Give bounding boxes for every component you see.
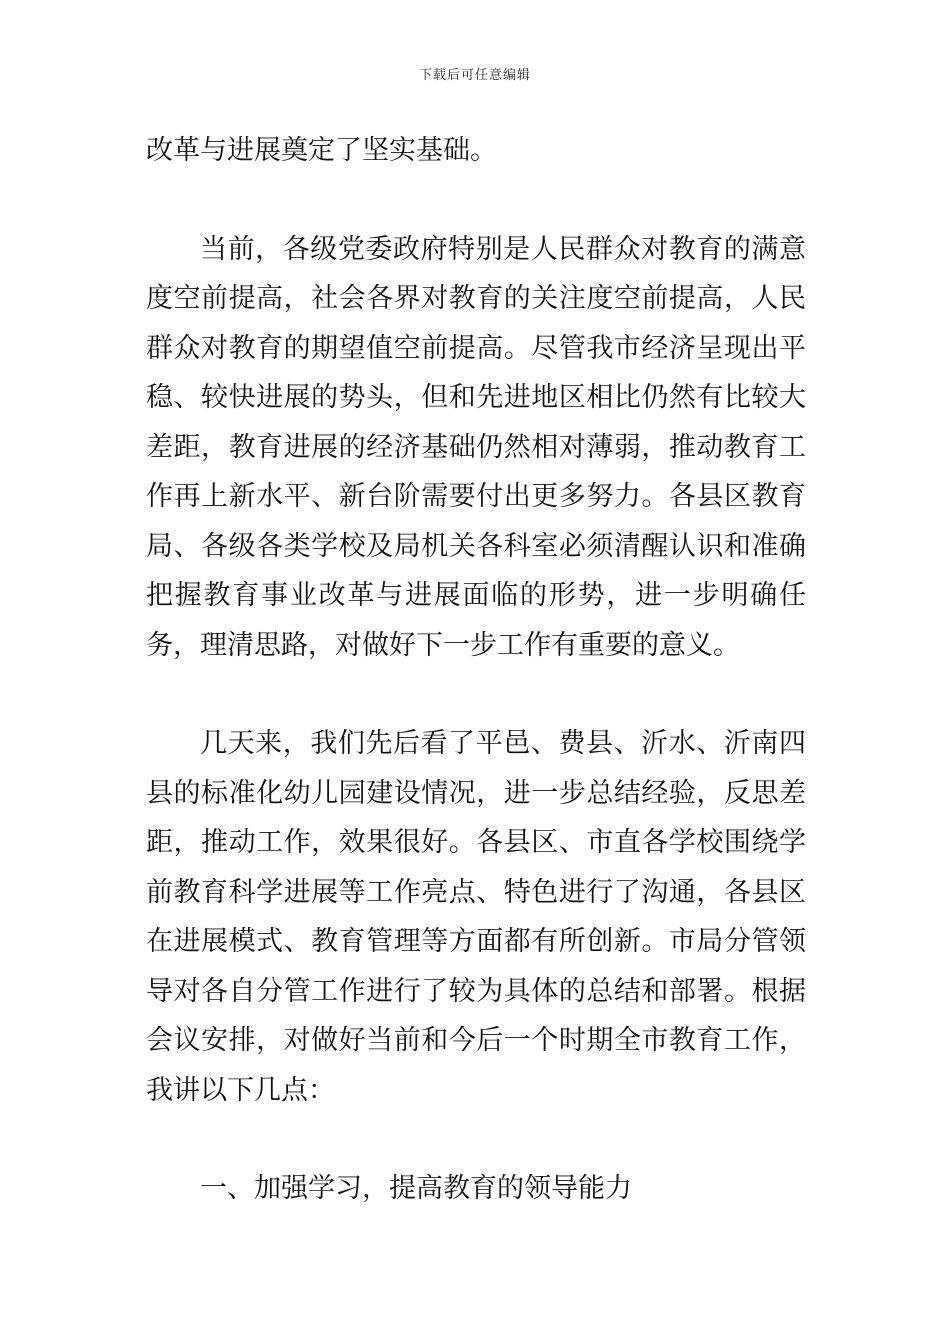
document-body <box>146 126 806 1214</box>
paragraph-continued: 改革与进展奠定了坚实基础。 <box>146 135 497 166</box>
paragraph-situation: 当前，各级党委政府特别是人民群众对教育的满意度空前提高，社会各界对教育的关注度空前提高，人民群众对教育的期望值空前提高。尽管我市经济呈现出平稳、较快进展的势头，但和先进地区相比仍然有比较大差距，教育进展的经济基础仍然相对薄弱，推动教育工作再上新水平、新台阶需要付出更多努力。各县区教育局、各级各类学校及局机关各科室必须清醒认识和准确把握教育事业改革与进展面临的形势，进一步明确任务，理清思路，对做好下一步工作有重要的意义。 <box>146 233 806 661</box>
paragraph-review: 几天来，我们先后看了平邑、费县、沂水、沂南四县的标准化幼儿园建设情况，进一步总结经验，反思差距，推动工作，效果很好。各县区、市直各学校围绕学前教育科学进展等工作亮点、特色进行了沟通，各县区在进展模式、教育管理等方面都有所创新。市局分管领导对各自分管工作进行了较为具体的总结和部署。根据会议安排，对做好当前和今后一个时期全市教育工作，我讲以下几点： <box>146 728 806 1106</box>
page-header-note: 下载后可任意编辑 <box>418 68 531 83</box>
section-heading: 一、加强学习，提高教育的领导能力 <box>200 1173 632 1204</box>
